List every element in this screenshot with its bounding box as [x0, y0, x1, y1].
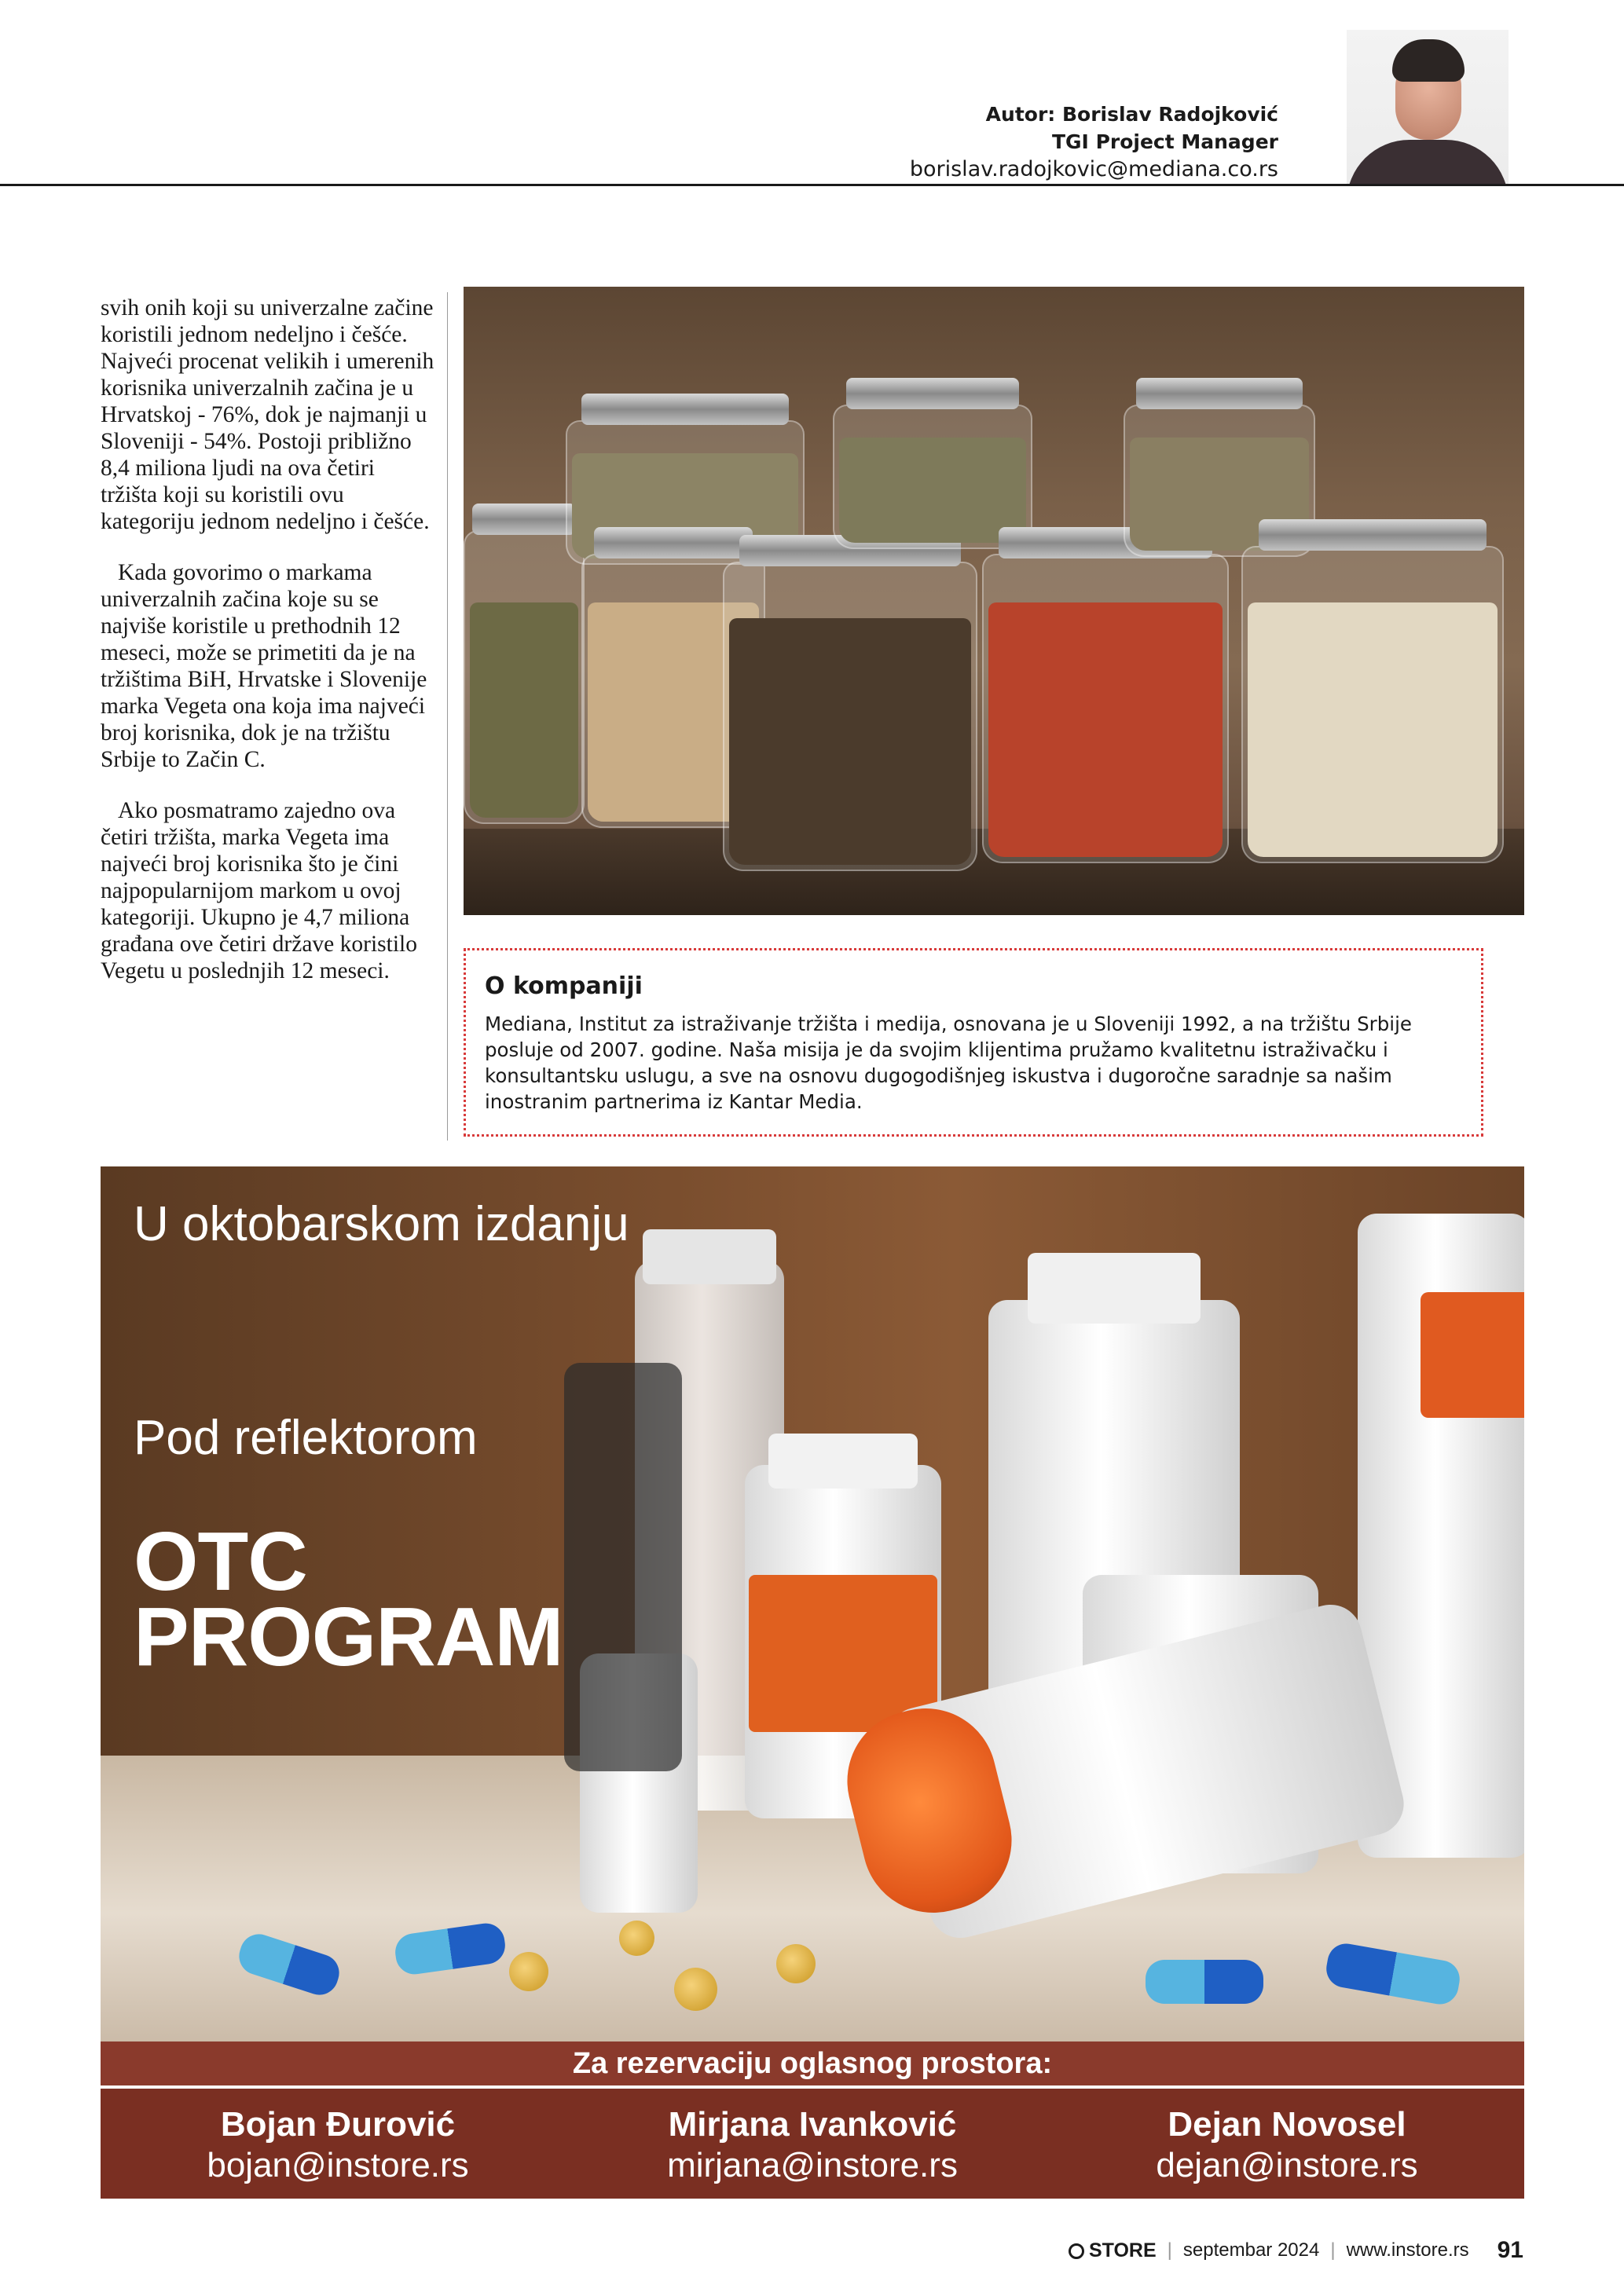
ad-subtitle: Pod reflektorom	[134, 1411, 478, 1465]
contacts-bar	[101, 2089, 1524, 2199]
spice-jars-photo	[464, 287, 1524, 915]
ad-headline	[134, 1515, 563, 1683]
contact-item	[1050, 2089, 1524, 2199]
ad-headline-line: OTC	[134, 1515, 307, 1608]
author-email[interactable]: borislav.radojkovic@mediana.co.rs	[909, 157, 1278, 181]
contact-name: Dejan Novosel	[1168, 2105, 1406, 2144]
company-info-box	[464, 948, 1483, 1137]
company-box-title: O kompaniji	[485, 972, 643, 1000]
article-paragraph: Kada govorimo o markama univerzalnih začina koje su se najviše koristile u prethodnih 12 meseci, može se primetiti da je na tržištima BiH, Hrvatske i Slovenije marka Vegeta ona koja ima najveći broj korisnika, dok je na tržištu Srbije to Začin C.	[101, 560, 427, 772]
contact-email[interactable]: mirjana@instore.rs	[667, 2146, 958, 2184]
contact-item	[101, 2089, 575, 2199]
ad-headline-line: PROGRAM	[134, 1591, 563, 1683]
article-paragraph: Ako posmatramo zajedno ova četiri tržišta, marka Vegeta ima najveći broj korisnika što je čini najpopularnijom markom u ovoj kategoriji. Ukupno je 4,7 miliona građana ove četiri države koristilo Vegetu u poslednjih 12 meseci.	[101, 798, 417, 983]
contact-name: Mirjana Ivanković	[668, 2105, 957, 2144]
company-box-text: Mediana, Institut za istraživanje tržišta i medija, osnovana je u Sloveniji 1992, a na tržištu Srbije posluje od 2007. godine. Naša misija je da svojim klijentima pružamo kvalitetnu istraživačku i konsultantsku uslugu, a sve na osnovu dugogodišnjeg iskustva i dugoročne saradnje sa našim inostranim partnerima iz Kantar Media.	[485, 1013, 1412, 1113]
reservation-bar: Za rezervaciju oglasnog prostora:	[101, 2041, 1524, 2085]
page-footer	[1069, 2237, 1523, 2264]
footer-site[interactable]: www.instore.rs	[1346, 2239, 1469, 2261]
column-divider	[447, 292, 448, 1141]
author-photo	[1347, 30, 1509, 184]
contact-email[interactable]: dejan@instore.rs	[1156, 2146, 1418, 2184]
footer-separator-icon: |	[1330, 2239, 1336, 2261]
ad-title: U oktobarskom izdanju	[134, 1197, 629, 1251]
author-role: TGI Project Manager	[1051, 130, 1278, 153]
footer-logo	[1069, 2239, 1157, 2262]
contact-item	[575, 2089, 1050, 2199]
footer-logo-text: STORE	[1088, 2239, 1157, 2261]
author-block	[571, 101, 1278, 183]
footer-issue: septembar 2024	[1182, 2239, 1320, 2261]
otc-program-ad	[101, 1166, 1524, 2042]
article-column	[101, 295, 434, 1009]
header-divider	[0, 184, 1624, 186]
contact-name: Bojan Đurović	[220, 2105, 456, 2144]
contact-email[interactable]: bojan@instore.rs	[207, 2146, 469, 2184]
footer-separator-icon: |	[1167, 2239, 1172, 2261]
author-name: Autor: Borislav Radojković	[985, 103, 1278, 126]
page-number: 91	[1497, 2237, 1523, 2263]
article-paragraph: svih onih koji su univerzalne začine koristili jednom nedeljno i češće. Najveći procenat velikih i umerenih korisnika univerzalnih začina je u Hrvatskoj - 76%, dok je najmanji u Sloveniji - 54%. Postoji približno 8,4 miliona ljudi na ova četiri tržišta koji su koristili ovu kategoriju jednom nedeljno i češće.	[101, 295, 434, 534]
store-logo-icon	[1069, 2243, 1084, 2259]
